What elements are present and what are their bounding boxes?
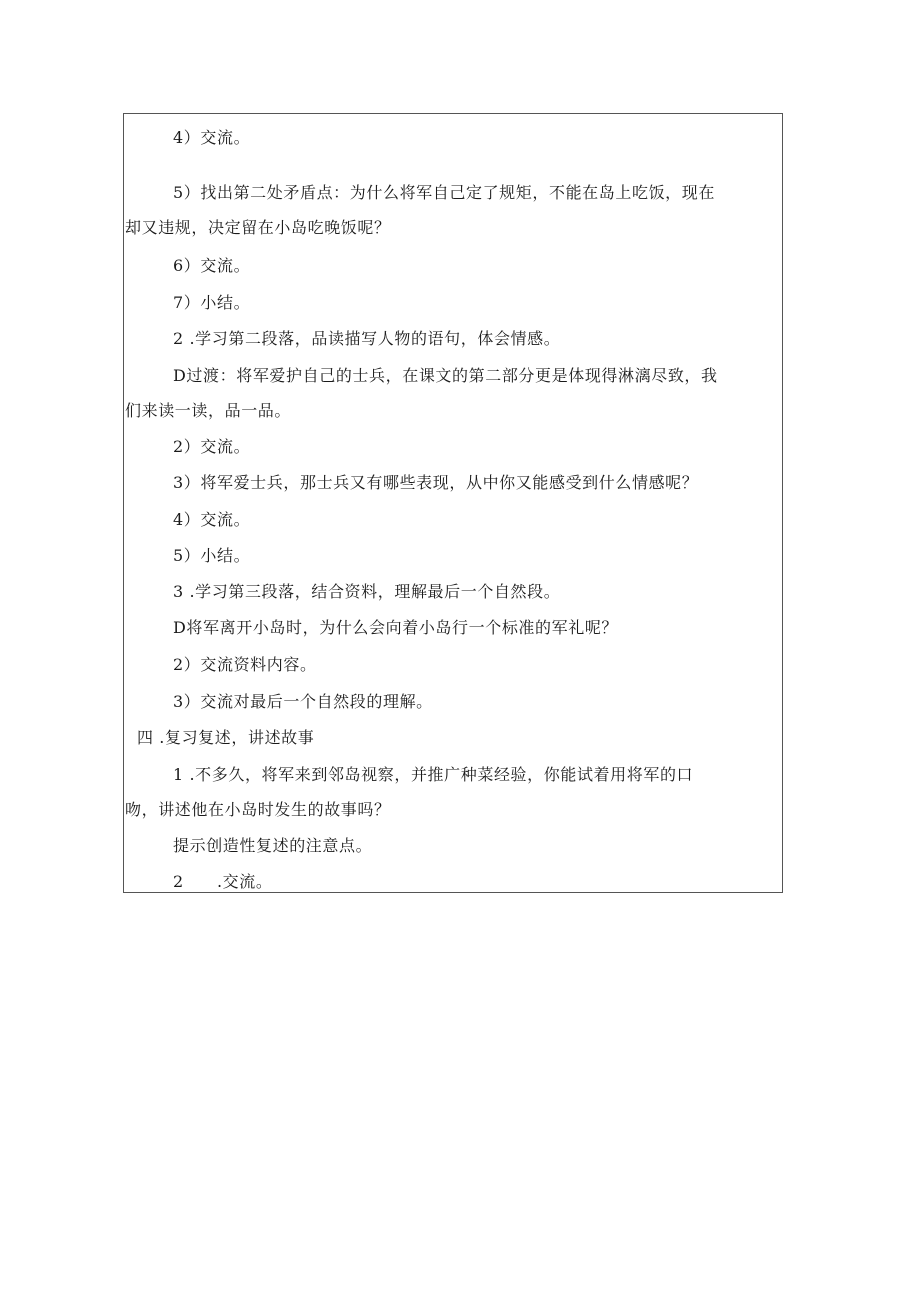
text-line: 提示创造性复述的注意点。 bbox=[173, 836, 373, 855]
text-line: 4）交流。 bbox=[173, 128, 251, 147]
text-line: 2 .交流。 bbox=[173, 872, 273, 891]
text-line: 5）小结。 bbox=[173, 546, 251, 565]
text-line: 2）交流资料内容。 bbox=[173, 655, 317, 674]
text-line: 3）交流对最后一个自然段的理解。 bbox=[173, 692, 433, 711]
text-line: 却又违规，决定留在小岛吃晚饭呢？ bbox=[125, 218, 391, 237]
text-line: 7）小结。 bbox=[173, 293, 251, 312]
section-heading: 四 .复习复述，讲述故事 bbox=[137, 728, 315, 747]
text-line: 1 .不多久，将军来到邻岛视察，并推广种菜经验，你能试着用将军的口 bbox=[173, 765, 694, 784]
text-line: 吻，讲述他在小岛时发生的故事吗？ bbox=[125, 800, 391, 819]
text-line: 5）找出第二处矛盾点：为什么将军自己定了规矩，不能在岛上吃饭，现在 bbox=[173, 183, 715, 202]
section-heading: 3 .学习第三段落，结合资料，理解最后一个自然段。 bbox=[173, 582, 561, 601]
text-line: 们来读一读，品一品。 bbox=[125, 401, 292, 420]
text-line: D将军离开小岛时，为什么会向着小岛行一个标准的军礼呢？ bbox=[173, 618, 619, 637]
text-line: D过渡：将军爱护自己的士兵，在课文的第二部分更是体现得淋漓尽致，我 bbox=[173, 366, 718, 385]
section-heading: 2 .学习第二段落，品读描写人物的语句，体会情感。 bbox=[173, 329, 561, 348]
text-line: 2）交流。 bbox=[173, 437, 251, 456]
text-line: 3）将军爱士兵，那士兵又有哪些表现，从中你又能感受到什么情感呢？ bbox=[173, 473, 699, 492]
text-line: 6）交流。 bbox=[173, 256, 251, 275]
text-line: 4）交流。 bbox=[173, 510, 251, 529]
